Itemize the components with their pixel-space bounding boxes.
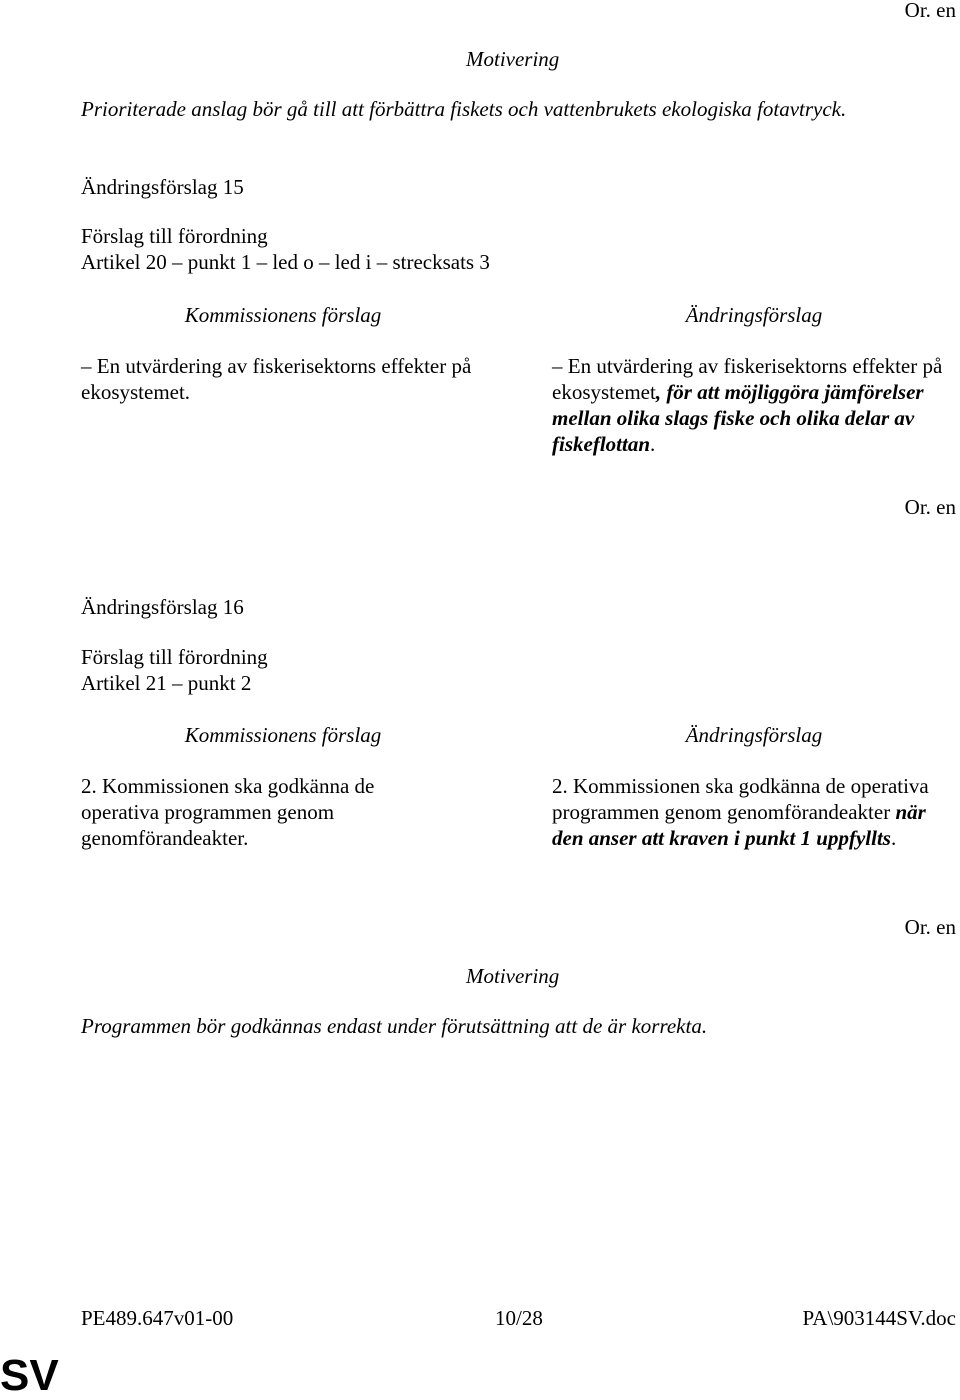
footer-document-number: PE489.647v01-00 <box>81 1306 234 1330</box>
amendment-text-plain: 2. Kommissionen ska godkänna de operativa programmen genom genomförandeakter <box>552 774 929 824</box>
footer-page-number: 10/28 <box>495 1306 543 1330</box>
motivering-heading: Motivering <box>466 964 560 988</box>
commission-text: 2. Kommissionen ska godkänna de operativa programmen genom genomförandeakter. <box>81 774 375 850</box>
amendment-text-change: när den anser att kraven i punkt 1 uppfyllts <box>552 800 926 850</box>
amendment-subtitle: Förslag till förordning <box>81 224 268 248</box>
amendment-reference: Artikel 20 – punkt 1 – led o – led i – strecksats 3 <box>81 250 490 274</box>
footer-filename: PA\903144SV.doc <box>802 1306 956 1330</box>
amendment-subtitle: Förslag till förordning <box>81 645 268 669</box>
commission-text: – En utvärdering av fiskerisektorns effekter på ekosystemet. <box>81 354 472 404</box>
language-tag: SV <box>0 1351 59 1400</box>
amendment-text-change: , för att möjliggöra jämförelser mellan olika slags fiske och olika delar av fiskeflottan <box>552 380 924 456</box>
amendment-text-end: . <box>650 432 656 456</box>
motivering-text: Programmen bör godkännas endast under förutsättning att de är korrekta. <box>81 1014 708 1038</box>
amendment-text <box>552 353 958 457</box>
amendment-title: Ändringsförslag 16 <box>81 595 244 619</box>
or-lang: Or. en <box>904 915 956 939</box>
motivering-heading: Motivering <box>466 47 560 71</box>
column-head-amendment: Ändringsförslag <box>685 303 823 327</box>
amendment-text <box>552 773 932 851</box>
column-head-commission: Kommissionens förslag <box>184 303 382 327</box>
or-lang-top: Or. en <box>904 0 956 22</box>
amendment-reference: Artikel 21 – punkt 2 <box>81 671 252 695</box>
motivering-text: Prioriterade anslag bör gå till att förbättra fiskets och vattenbrukets ekologiska fotavtryck. <box>81 97 847 121</box>
amendment-title: Ändringsförslag 15 <box>81 175 244 199</box>
amendment-text-plain: – En utvärdering av fiskerisektorns effekter på ekosystemet <box>552 354 943 404</box>
amendment-text-end: . <box>890 826 897 850</box>
or-lang: Or. en <box>904 495 956 519</box>
column-head-amendment: Ändringsförslag <box>685 723 823 747</box>
column-head-commission: Kommissionens förslag <box>184 723 382 747</box>
